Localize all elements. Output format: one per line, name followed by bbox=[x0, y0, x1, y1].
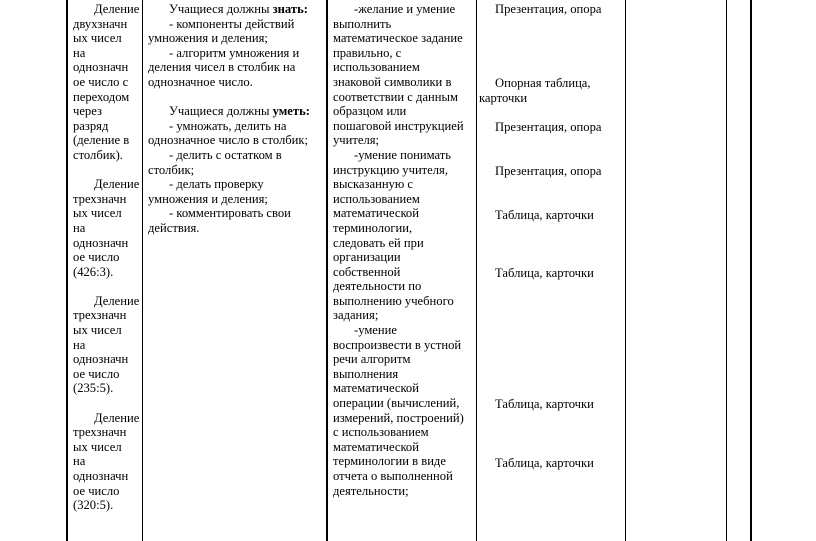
topic-line: ых чисел bbox=[73, 439, 122, 454]
column-divider-3 bbox=[476, 0, 477, 541]
competence-line: речи алгоритм bbox=[333, 352, 411, 367]
competence-line: знаковой символики в bbox=[333, 74, 452, 89]
topic-line: трехзначн bbox=[73, 308, 127, 323]
resource-entry bbox=[479, 208, 621, 223]
competence-line: -умение понимать bbox=[354, 147, 452, 162]
topic-block bbox=[73, 177, 140, 279]
able-word: уметь: bbox=[272, 104, 310, 119]
able-item-line: действия. bbox=[148, 220, 200, 235]
competence-line: следовать ей при bbox=[333, 235, 424, 250]
competence-line: правильно, с bbox=[333, 45, 402, 60]
topic-line: двухзначн bbox=[73, 16, 128, 31]
competence-line: математическое задание bbox=[333, 31, 463, 46]
competence-line: деятельности по bbox=[333, 279, 422, 294]
able-heading: Учащиеся должны уметь: bbox=[169, 104, 310, 119]
able-item-line: - делать проверку bbox=[169, 177, 264, 192]
competence-line: инструкцию учителя, bbox=[333, 162, 448, 177]
competence-line: -желание и умение bbox=[354, 2, 456, 16]
resource-line: Презентация, опора bbox=[495, 120, 602, 134]
know-item-line: - алгоритм умножения и bbox=[169, 45, 300, 60]
topic-line: (235:5). bbox=[73, 381, 114, 396]
resource-entry bbox=[479, 2, 621, 17]
topic-line: однозначн bbox=[73, 235, 129, 250]
topic-line: Деление bbox=[94, 177, 140, 192]
topic-line: Деление bbox=[94, 293, 140, 308]
resource-entry bbox=[479, 76, 621, 105]
knowledge-skills-column bbox=[148, 2, 320, 236]
resource-line: Таблица, карточки bbox=[495, 266, 594, 280]
topic-line: ое число bbox=[73, 250, 120, 265]
topic-line: на bbox=[73, 45, 86, 60]
competence-block bbox=[333, 148, 473, 323]
topic-line: разряд bbox=[73, 118, 109, 133]
competence-line: отчета о выполненной bbox=[333, 469, 453, 483]
competence-line: пошаговой инструкцией bbox=[333, 118, 464, 133]
able-item-line: - комментировать свои bbox=[169, 206, 291, 221]
competence-line: деятельности; bbox=[333, 483, 409, 498]
resource-entry bbox=[479, 164, 621, 179]
competence-line: образцом или bbox=[333, 104, 407, 119]
competence-line: измерений, построений) bbox=[333, 410, 464, 425]
topics-column bbox=[73, 2, 140, 513]
topic-line: на bbox=[73, 454, 86, 469]
resource-entry bbox=[479, 456, 621, 471]
know-item-line: - компоненты действий bbox=[169, 16, 295, 31]
know-item-line: деления чисел в столбик на bbox=[148, 60, 296, 75]
able-item-line: однозначное число в столбик; bbox=[148, 133, 309, 148]
topic-line: (деление в bbox=[73, 133, 130, 148]
topic-line: на bbox=[73, 337, 86, 352]
competence-line: задания; bbox=[333, 308, 379, 323]
topic-line: через bbox=[73, 104, 102, 119]
topic-block bbox=[73, 293, 140, 396]
competence-line: математической bbox=[333, 381, 419, 396]
topic-line: ых чисел bbox=[73, 206, 122, 221]
competence-line: собственной bbox=[333, 264, 401, 279]
know-word: знать: bbox=[272, 2, 308, 16]
competence-block bbox=[333, 323, 473, 498]
resource-entry bbox=[479, 397, 621, 412]
competence-line: операции (вычислений, bbox=[333, 396, 460, 411]
able-item-line: - умножать, делить на bbox=[169, 118, 287, 133]
competence-line: учителя; bbox=[333, 133, 380, 148]
resource-line: Презентация, опора bbox=[495, 164, 602, 178]
topic-line: ых чисел bbox=[73, 323, 122, 338]
table-border-right bbox=[750, 0, 752, 541]
able-list bbox=[148, 119, 320, 236]
resource-entry bbox=[479, 266, 621, 281]
topic-line: переходом bbox=[73, 89, 130, 104]
topic-block bbox=[73, 410, 140, 513]
resources-column bbox=[479, 0, 621, 541]
know-list bbox=[148, 17, 320, 90]
topic-line: на bbox=[73, 220, 86, 235]
column-divider-5 bbox=[726, 0, 727, 541]
able-item bbox=[148, 206, 320, 235]
topic-line: (426:3). bbox=[73, 264, 114, 279]
know-item bbox=[148, 17, 320, 46]
topic-block bbox=[73, 2, 140, 163]
competence-line: выполнению учебного bbox=[333, 293, 454, 308]
resource-line: Таблица, карточки bbox=[495, 397, 594, 411]
able-item-line: умножения и деления; bbox=[148, 191, 268, 206]
competence-line: высказанную с bbox=[333, 177, 414, 192]
topic-line: ое число с bbox=[73, 74, 129, 89]
table-border-left bbox=[66, 0, 68, 541]
competence-line: с использованием bbox=[333, 425, 429, 440]
resource-line: Таблица, карточки bbox=[495, 208, 594, 222]
competence-line: воспроизвести в устной bbox=[333, 337, 462, 352]
competences-column bbox=[333, 2, 473, 498]
resource-line: Таблица, карточки bbox=[495, 456, 594, 470]
competence-line: математической bbox=[333, 206, 419, 221]
resource-line: Презентация, опора bbox=[495, 2, 602, 16]
able-item bbox=[148, 119, 320, 148]
competence-line: использованием bbox=[333, 60, 420, 75]
able-item-line: - делить с остатком в bbox=[169, 147, 282, 162]
competence-line: организации bbox=[333, 250, 401, 265]
resource-line: Опорная таблица, bbox=[495, 76, 591, 90]
resource-line: карточки bbox=[479, 90, 528, 105]
topic-line: ое число bbox=[73, 366, 120, 381]
resource-entry bbox=[479, 120, 621, 135]
competence-block bbox=[333, 2, 473, 148]
topic-line: Деление bbox=[94, 410, 140, 425]
competence-line: терминологии, bbox=[333, 220, 413, 235]
competence-line: использованием bbox=[333, 191, 420, 206]
know-item-line: однозначное число. bbox=[148, 74, 253, 89]
competence-line: терминологии в виде bbox=[333, 454, 446, 469]
topic-line: однозначн bbox=[73, 352, 129, 367]
competence-line: -умение bbox=[354, 323, 397, 338]
topic-line: однозначн bbox=[73, 60, 129, 75]
know-heading: Учащиеся должны знать: bbox=[169, 2, 308, 16]
know-item-line: умножения и деления; bbox=[148, 31, 268, 46]
competence-line: выполнить bbox=[333, 16, 392, 31]
topic-line: ых чисел bbox=[73, 31, 122, 46]
topic-line: Деление bbox=[94, 2, 140, 16]
column-divider-1 bbox=[142, 0, 143, 541]
competence-line: математической bbox=[333, 439, 419, 454]
able-item bbox=[148, 177, 320, 206]
column-divider-2 bbox=[326, 0, 328, 541]
know-item bbox=[148, 46, 320, 90]
topic-line: столбик). bbox=[73, 147, 123, 162]
able-item-line: столбик; bbox=[148, 162, 195, 177]
topic-line: трехзначн bbox=[73, 425, 127, 440]
topic-line: (320:5). bbox=[73, 498, 114, 513]
competence-line: выполнения bbox=[333, 366, 399, 381]
topic-line: трехзначн bbox=[73, 191, 127, 206]
topic-line: однозначн bbox=[73, 469, 129, 483]
competence-line: соответствии с данным bbox=[333, 89, 458, 104]
topic-line: ое число bbox=[73, 483, 120, 498]
column-divider-4 bbox=[625, 0, 626, 541]
able-item bbox=[148, 148, 320, 177]
